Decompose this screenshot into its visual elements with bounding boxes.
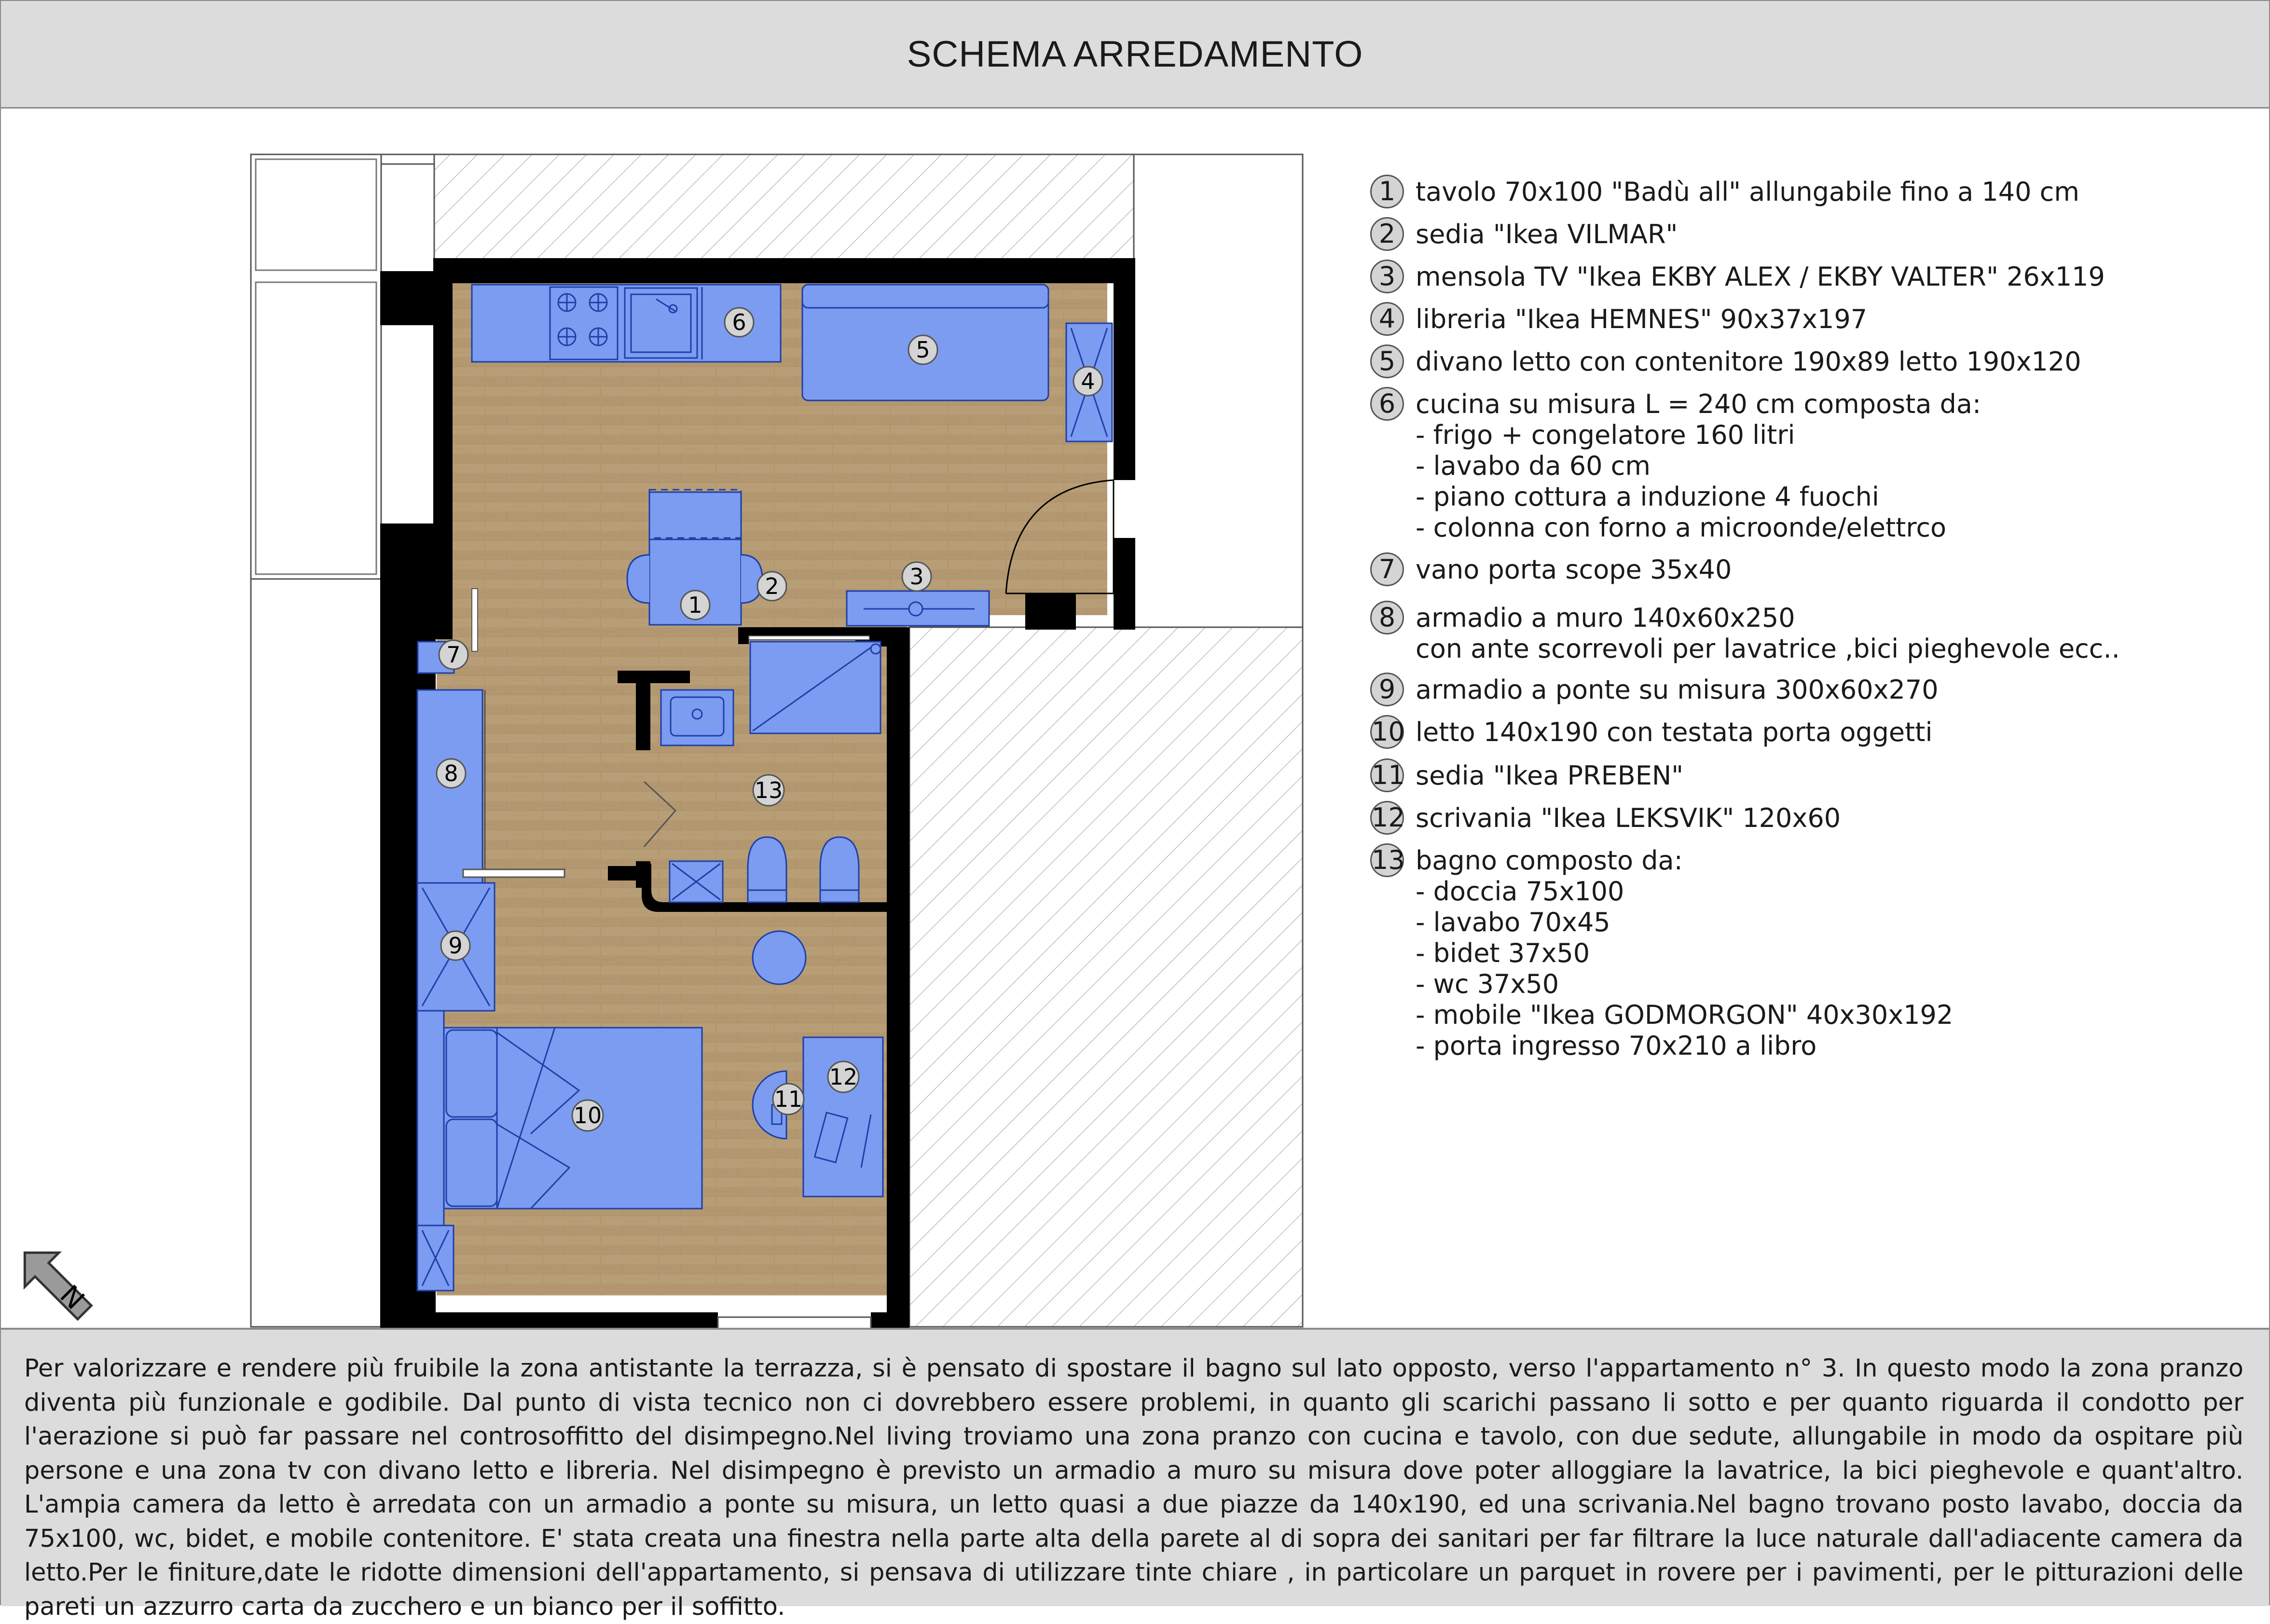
legend-number: 10	[1370, 715, 1404, 749]
balcony	[251, 154, 381, 579]
plan-marker-2	[757, 572, 786, 601]
legend-sub-line: - mobile "Ikea GODMORGON" 40x30x192	[1416, 1000, 1954, 1030]
svg-text:1: 1	[688, 592, 702, 618]
plan-marker-13	[753, 775, 784, 806]
legend-label: libreria "Ikea HEMNES" 90x37x197	[1416, 304, 1868, 334]
plan-marker-11	[773, 1084, 804, 1115]
legend-number: 4	[1370, 302, 1404, 336]
plan-marker-6	[725, 308, 754, 337]
legend-number: 5	[1370, 344, 1404, 378]
legend-number: 3	[1370, 260, 1404, 293]
svg-text:8: 8	[444, 760, 458, 786]
legend-sub-line: - frigo + congelatore 160 litri	[1416, 420, 1795, 450]
legend-label: sedia "Ikea PREBEN"	[1416, 760, 1684, 791]
legend-sub-line: - lavabo 70x45	[1416, 907, 1610, 937]
legend-number: 7	[1370, 552, 1404, 586]
legend-label: mensola TV "Ikea EKBY ALEX / EKBY VALTER" 26x119	[1416, 261, 2105, 292]
plan-marker-7	[439, 640, 468, 669]
tv-shelf	[847, 591, 989, 626]
legend-number: 11	[1370, 758, 1404, 792]
svg-text:5: 5	[916, 337, 930, 363]
legend-label: letto 140x190 con testata porta oggetti	[1416, 717, 1933, 747]
svg-text:3: 3	[909, 564, 924, 590]
plan-marker-12	[828, 1061, 859, 1092]
legend-label: bagno composto da:	[1416, 845, 1683, 876]
title-bar	[1, 1, 2269, 109]
svg-text:6: 6	[732, 309, 746, 335]
legend-label: divano letto con contenitore 190x89 letto 190x120	[1416, 346, 2081, 377]
legend-sub-line: - colonna con forno a microonde/elettrco	[1416, 512, 1947, 543]
legend-label: vano porta scope 35x40	[1416, 554, 1732, 585]
rug	[753, 931, 806, 984]
legend-sub-line: - porta ingresso 70x210 a libro	[1416, 1031, 1817, 1061]
plan-marker-1	[681, 591, 710, 619]
plan-marker-9	[441, 931, 470, 960]
legend-number: 13	[1370, 843, 1404, 877]
legend-label: cucina su misura L = 240 cm composta da:	[1416, 389, 1981, 419]
svg-text:11: 11	[774, 1086, 803, 1112]
legend-label: armadio a muro 140x60x250	[1416, 603, 1795, 633]
legend-sub-line: - bidet 37x50	[1416, 938, 1590, 968]
svg-text:12: 12	[829, 1064, 858, 1090]
terrace-right	[909, 627, 1303, 1327]
plan-marker-5	[908, 335, 937, 364]
legend-number: 6	[1370, 387, 1404, 421]
description-text: Per valorizzare e rendere più fruibile la zona antistante la terrazza, si è pensato di spostare il bagno sul lato opposto, verso l'appartamento n° 3. In questo modo la zona pranzo diventa più funzionale e godibile. Dal punto di vista tecnico non ci dovrebbero essere problemi, in quanto gli scarichi passano li sotto e per quanto riguarda il condotto per l'aerazione si può far passare nel controsoffitto del disimpegno.Nel living troviamo una zona pranzo con cucina e tavolo, con due sedute, allungabile in modo da ospitare più persone e una zona tv con divano letto e libreria. Nel disimpegno è previsto un armadio a muro su misura dove poter alloggiare la lavatrice, la bici pieghevole e quant'altro. L'ampia camera da letto è arredata con un armadio a ponte su misura, un letto quasi a due piazze da 140x190, ed una scrivania.Nel bagno trovano posto lavabo, doccia da 75x100, wc, bidet, e mobile contenitore. E' stata creata una finestra nella parte alta della parete al di sopra dei sanitari per far filtrare la luce naturale dall'adiacente camera da letto.Per le finiture,date le ridotte dimensioni dell'appartamento, si pensava di utilizzare tinte chiare , in particolare un parquet in rovere per i pavimenti, per le pitturazioni delle pareti un azzurro carta da zucchero e un bianco per il soffitto.	[24, 1354, 2243, 1621]
legend-label: tavolo 70x100 "Badù all" allungabile fino a 140 cm	[1416, 177, 2079, 207]
legend-sub-line: - lavabo da 60 cm	[1416, 451, 1651, 481]
floor-plan	[241, 145, 1332, 1332]
svg-text:2: 2	[765, 573, 779, 599]
legend-sub-line: - doccia 75x100	[1416, 876, 1624, 907]
legend-number: 8	[1370, 601, 1404, 634]
plan-marker-8	[437, 759, 466, 788]
legend-sub-line: - piano cottura a induzione 4 fuochi	[1416, 482, 1879, 512]
legend-label: sedia "Ikea VILMAR"	[1416, 219, 1678, 249]
legend-sub-line: con ante scorrevoli per lavatrice ,bici pieghevole ecc..	[1416, 633, 2120, 664]
legend-label: scrivania "Ikea LEKSVIK" 120x60	[1416, 803, 1841, 833]
svg-text:10: 10	[573, 1102, 602, 1129]
legend-number: 2	[1370, 217, 1404, 251]
plan-marker-4	[1073, 367, 1102, 396]
legend-sub-line: - wc 37x50	[1416, 969, 1559, 999]
legend-number: 9	[1370, 673, 1404, 706]
svg-text:4: 4	[1081, 368, 1095, 394]
north-arrow-icon	[14, 1235, 96, 1332]
legend-label: armadio a ponte su misura 300x60x270	[1416, 674, 1939, 705]
legend-number: 12	[1370, 801, 1404, 835]
legend-number: 1	[1370, 175, 1404, 208]
plan-marker-3	[902, 562, 931, 591]
terrace-top	[434, 154, 1134, 261]
svg-text:7: 7	[446, 642, 461, 668]
svg-text:13: 13	[754, 777, 783, 803]
description-panel	[1, 1328, 2269, 1621]
svg-text:9: 9	[448, 933, 463, 959]
plan-marker-10	[572, 1100, 603, 1131]
svg-text:N: N	[54, 1279, 91, 1316]
page-title: SCHEMA ARREDAMENTO	[907, 33, 1363, 75]
